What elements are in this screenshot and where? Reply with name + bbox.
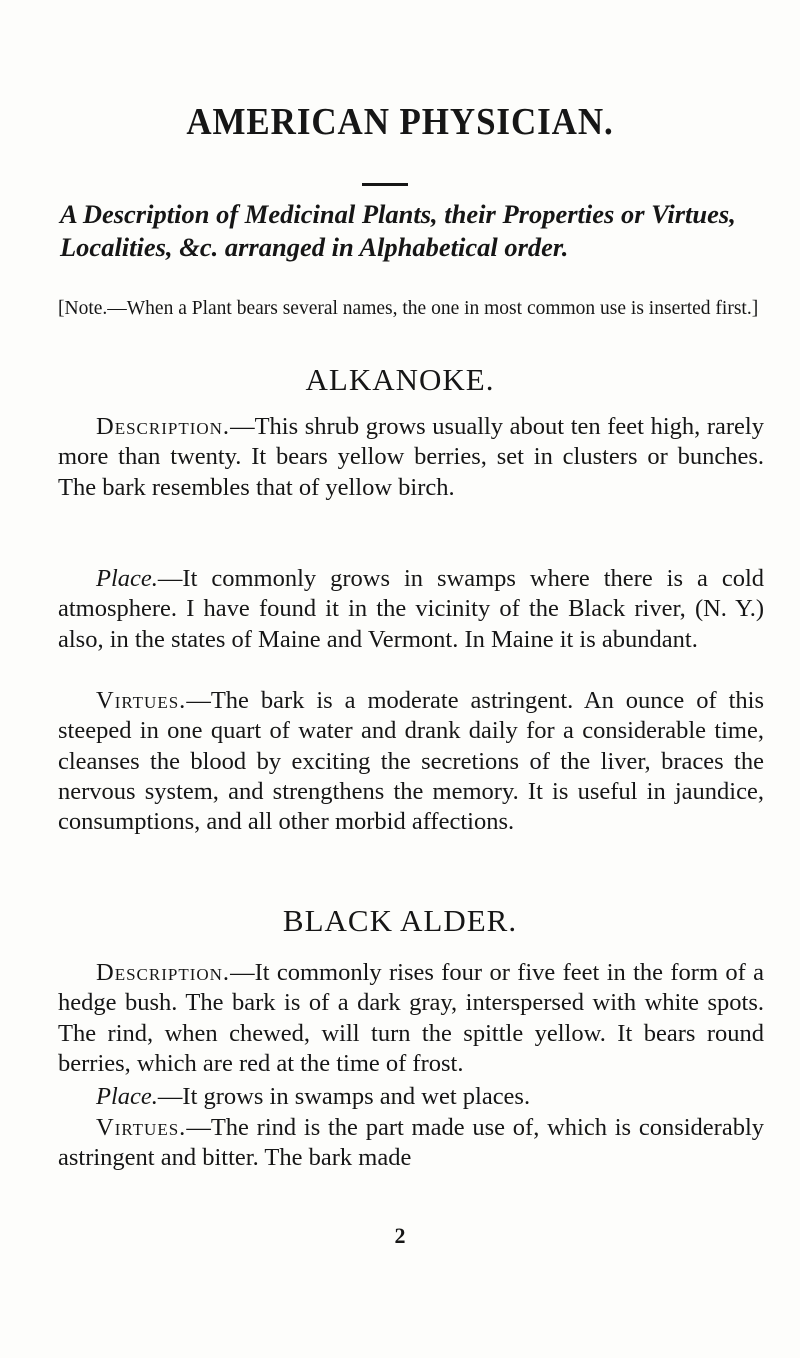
alkanoke-description xyxy=(58,412,764,503)
virtues-label: Virtues. xyxy=(96,687,187,714)
black-alder-virtues xyxy=(58,1113,764,1174)
place-label: Place. xyxy=(96,1083,158,1110)
page-number: 2 xyxy=(394,1223,406,1248)
section-subtitle: A Description of Medicinal Plants, their Properties or Virtues, Localities, &c. arranged in Alphabetical order. xyxy=(60,199,736,262)
editorial-note: [Note.—When a Plant bears several names, the one in most common use is inserted first.] xyxy=(58,298,759,319)
description-label: Description. xyxy=(96,413,231,440)
virtues-text: —The rind is the part made use of, which is considerably astringent and bitter. The bark made xyxy=(58,1114,764,1172)
alkanoke-virtues xyxy=(58,686,764,837)
virtues-text: —The bark is a moderate astringent. An ounce of this steeped in one quart of water and drank daily for a considerable time, cleanses the blood by exciting the secretions of the liver, braces the nervous system, and strengthens the memory. It is useful in jaundice, consumptions, and all other morbid affections. xyxy=(58,687,764,836)
description-text: —This shrub grows usually about ten feet high, rarely more than twenty. It bears yellow berries, set in clusters or bunches. The bark resembles that of yellow birch. xyxy=(58,413,764,501)
entry-heading-alkanoke: ALKANOKE. xyxy=(305,362,495,397)
black-alder-description xyxy=(58,958,764,1079)
title-rule xyxy=(362,183,408,186)
place-text: —It grows in swamps and wet places. xyxy=(157,1083,531,1110)
black-alder-place xyxy=(58,1082,764,1112)
description-label: Description. xyxy=(96,959,231,986)
description-text: —It commonly rises four or five feet in the form of a hedge bush. The bark is of a dark gray, interspersed with white spots. The rind, when chewed, will turn the spittle yellow. It bears round berries, which are red at the time of frost. xyxy=(58,959,764,1077)
alkanoke-place xyxy=(58,564,764,655)
place-text: —It commonly grows in swamps where there is a cold atmosphere. I have found it in the vicinity of the Black river, (N. Y.) also, in the states of Maine and Vermont. In Maine it is abundant. xyxy=(58,565,764,653)
virtues-label: Virtues. xyxy=(96,1114,187,1141)
entry-heading-black-alder: BLACK ALDER. xyxy=(282,903,518,938)
place-label: Place. xyxy=(96,565,158,592)
running-head: AMERICAN PHYSICIAN. xyxy=(186,101,614,143)
